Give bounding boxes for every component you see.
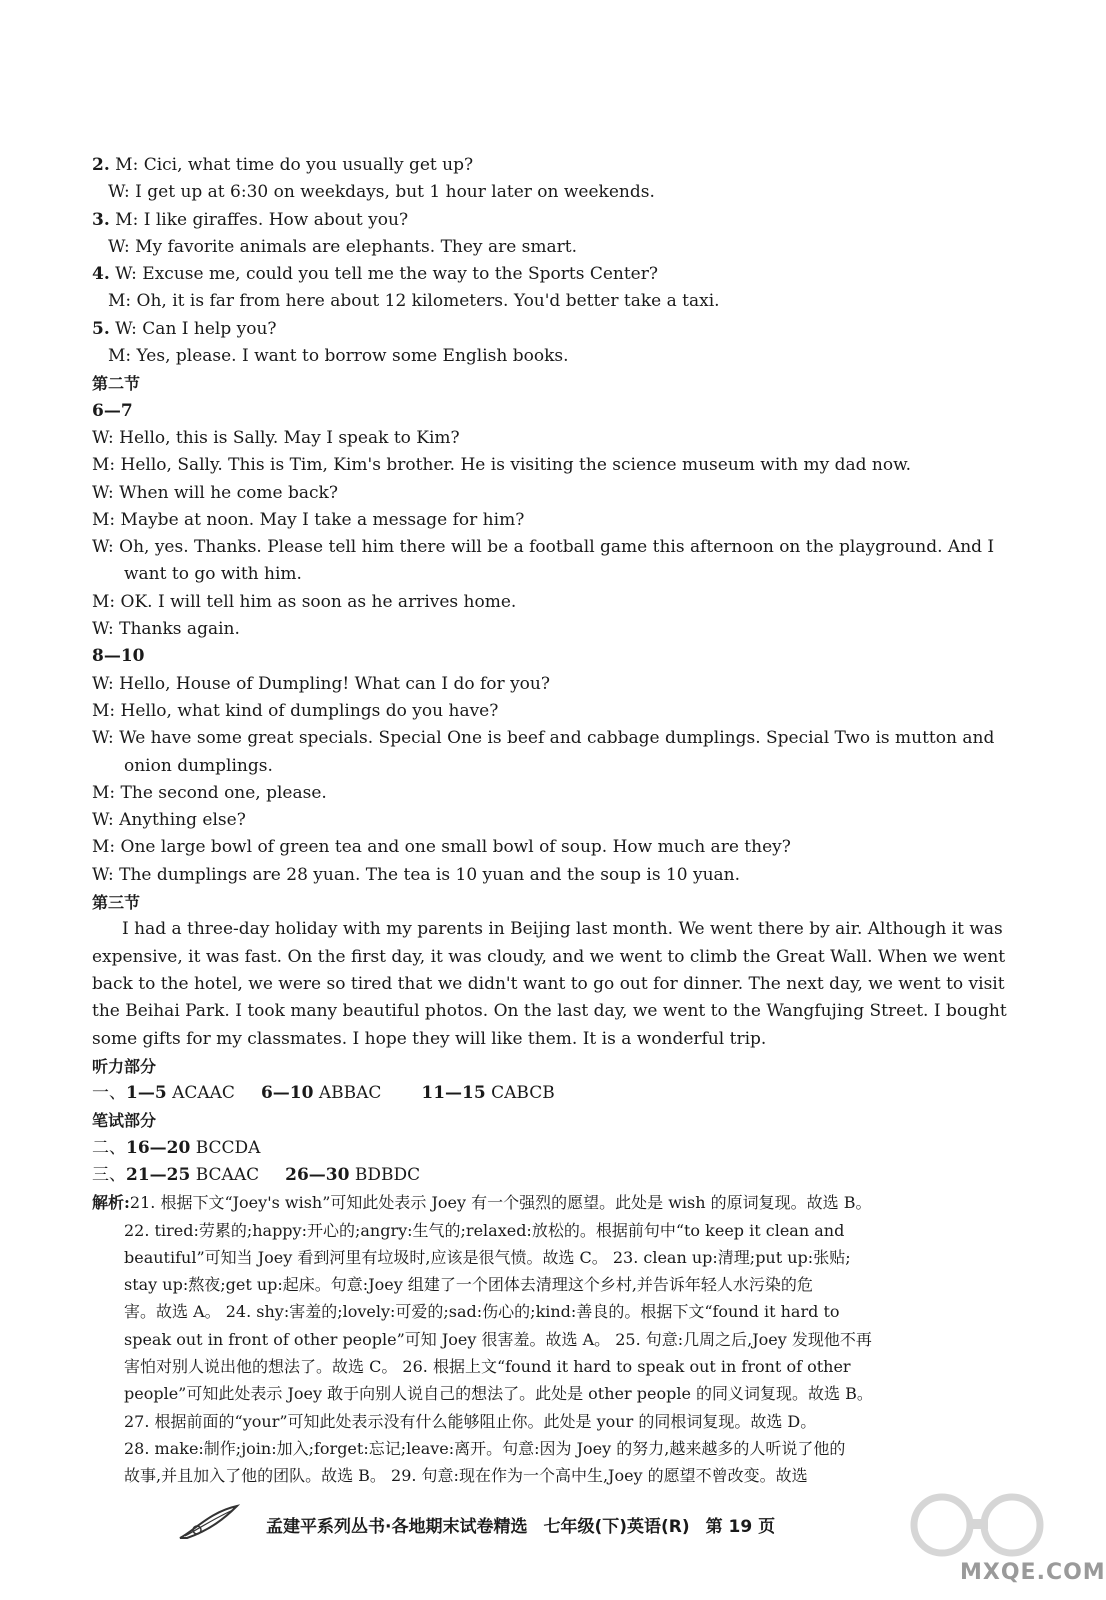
answers-1-prefix: 一、 [92, 1083, 126, 1104]
answers-1-group-3: CABCB [491, 1083, 555, 1104]
section-2-label: 第二节 [92, 374, 141, 394]
explanation-text: 22. tired:劳累的;happy:开心的;angry:生气的;relaxed:放松的。根据前句中“to keep it clean and [124, 1220, 845, 1240]
dialog-line: W: The dumplings are 28 yuan. The tea is 10 yuan and the soup is 10 yuan. [92, 864, 741, 885]
passage [92, 916, 1007, 1052]
speaker: W: [108, 182, 130, 203]
explanation-line [92, 1217, 982, 1244]
dialog-line: M: Maybe at noon. May I take a message for him? [92, 509, 525, 530]
dialog-line: M: Hello, Sally. This is Tim, Kim's brother. He is visiting the science museum with my dad now. [92, 455, 912, 476]
section-3-label: 第三节 [92, 893, 141, 913]
dialog-line: M: One large bowl of green tea and one small bowl of soup. How much are they? [92, 837, 791, 858]
answers-3-prefix: 三、 [92, 1164, 126, 1185]
script-text: Can I help you? [142, 318, 277, 339]
explanation-line [92, 1189, 982, 1216]
explanation-text: 27. 根据前面的“your”可知此处表示没有什么能够阻止你。此处是 your 的同根词复现。故选 D。 [124, 1411, 817, 1431]
dialog-line: W: We have some great specials. Special One is beef and cabbage dumplings. Special Two is mutton and [92, 728, 995, 749]
answers-1-group-2: ABBAC [318, 1083, 382, 1104]
footer-series: 孟建平系列丛书·各地期末试卷精选 [266, 1517, 528, 1537]
dialog-line: M: Hello, what kind of dumplings do you have? [92, 700, 499, 721]
answers-2-range-1: 16—20 [126, 1137, 191, 1158]
listening-part-label: 听力部分 [92, 1056, 157, 1076]
explanation-block [92, 1189, 982, 1489]
question-number: 4. [92, 264, 110, 285]
passage-line: back to the hotel, we were so tired that we didn't want to go out for dinner. The next day, we went to visit [92, 973, 1005, 994]
speaker: M: [108, 346, 132, 367]
page-content [92, 152, 1007, 1490]
dialog-line: W: Thanks again. [92, 619, 240, 640]
script-line [92, 343, 982, 370]
dialog-1 [92, 425, 995, 643]
explanation-line [92, 1353, 982, 1380]
dialog-line: M: The second one, please. [92, 782, 327, 803]
dialog-line: onion dumplings. [124, 755, 273, 776]
answers-3-group-2: BDBDC [354, 1164, 421, 1185]
question-number: 3. [92, 209, 110, 230]
passage-line: the Beihai Park. I took many beautiful photos. On the last day, we went to the Wangfujing Street. I bought [92, 1001, 1007, 1022]
answers-1-group-1: ACAAC [172, 1083, 235, 1104]
footer-grade: 七年级(下)英语(R) [543, 1517, 690, 1537]
question-number: 2. [92, 155, 110, 175]
answers-3-group-1: BCAAC [195, 1164, 260, 1185]
watermark-text: MXQE.COM [960, 1560, 1106, 1585]
explanation-text: stay up:熬夜;get up:起床。句意:Joey 组建了一个团体去清理这个乡村,并告诉年轻人水污染的危 [124, 1275, 813, 1295]
dialog-line: W: Anything else? [92, 810, 246, 831]
script-text: Yes, please. I want to borrow some English books. [136, 346, 569, 367]
explanation-text: 21. 根据下文“Joey's wish”可知此处表示 Joey 有一个强烈的愿望。此处是 wish 的原词复现。故选 B。 [129, 1193, 872, 1213]
explanation-line [92, 1462, 982, 1489]
explanation-text: beautiful”可知当 Joey 看到河里有垃圾时,应该是很气愤。故选 C。 23. clean up:清理;put up:张贴; [124, 1247, 851, 1267]
script-text: I like giraffes. How about you? [143, 209, 409, 230]
script-line [92, 288, 982, 315]
speaker: W: [115, 318, 137, 339]
script-text: Excuse me, could you tell me the way to the Sports Center? [142, 264, 658, 285]
speaker: W: [108, 236, 130, 257]
answers-2-group-1: BCCDA [195, 1137, 261, 1158]
explanation-line [92, 1244, 982, 1271]
script-line [92, 316, 982, 343]
script-line [92, 179, 982, 206]
dialog-2-label: 8—10 [92, 646, 145, 667]
explanation-text: 害怕对别人说出他的想法了。故选 C。 26. 根据上文“found it hard to speak out in front of other [124, 1357, 851, 1377]
speaker: M: [115, 209, 139, 230]
explanation-label: 解析: [92, 1193, 130, 1213]
answers-3-range-2: 26—30 [285, 1164, 350, 1185]
question-number: 5. [92, 318, 110, 339]
dialog-line: W: Hello, House of Dumpling! What can I do for you? [92, 673, 550, 694]
answers-2-prefix: 二、 [92, 1137, 126, 1158]
dialog-1-label: 6—7 [92, 400, 133, 421]
explanation-line [92, 1408, 982, 1435]
answers-1-range-2: 6—10 [260, 1083, 314, 1104]
passage-line: expensive, it was fast. On the first day, it was cloudy, and we went to climb the Great Wall. When we went [92, 946, 1006, 967]
explanation-line [92, 1298, 982, 1325]
script-line [92, 207, 982, 234]
script-text: My favorite animals are elephants. They are smart. [135, 236, 578, 257]
speaker: M: [115, 155, 139, 175]
dialog-line: want to go with him. [124, 564, 302, 585]
passage-line: some gifts for my classmates. I hope they will like them. It is a wonderful trip. [92, 1028, 767, 1049]
written-part-label: 笔试部分 [92, 1111, 157, 1131]
script-line [92, 152, 982, 179]
script-line [92, 234, 982, 261]
answers-3-range-1: 21—25 [126, 1164, 191, 1185]
dialog-line: W: When will he come back? [92, 482, 338, 503]
dialog-2 [92, 671, 995, 889]
explanation-line [92, 1435, 982, 1462]
script-text: Cici, what time do you usually get up? [143, 155, 474, 175]
footer-page-number: 第 19 页 [705, 1517, 776, 1537]
answers-section-2 [92, 1135, 982, 1162]
answers-section-1 [92, 1080, 982, 1107]
explanation-line [92, 1380, 982, 1407]
speaker: W: [115, 264, 137, 285]
script-text: Oh, it is far from here about 12 kilometers. You'd better take a taxi. [136, 291, 720, 312]
script-text: I get up at 6:30 on weekdays, but 1 hour later on weekends. [135, 182, 655, 203]
explanation-line [92, 1326, 982, 1353]
listening-scripts [92, 152, 982, 370]
passage-line: I had a three-day holiday with my parents in Beijing last month. We went there by air. Although it was [122, 919, 1003, 940]
explanation-text: speak out in front of other people”可知 Joey 很害羞。故选 A。 25. 句意:几周之后,Joey 发现他不再 [124, 1329, 872, 1349]
page-footer [160, 1512, 890, 1537]
speaker: M: [108, 291, 132, 312]
explanation-line [92, 1271, 982, 1298]
answers-1-range-3: 11—15 [421, 1083, 486, 1104]
dialog-line: W: Hello, this is Sally. May I speak to Kim? [92, 427, 460, 448]
explanation-text: people”可知此处表示 Joey 敢于向别人说自己的想法了。此处是 other people 的同义词复现。故选 B。 [124, 1384, 873, 1404]
explanation-text: 28. make:制作;join:加入;forget:忘记;leave:离开。句意:因为 Joey 的努力,越来越多的人听说了他的 [124, 1438, 846, 1458]
answers-section-3 [92, 1162, 982, 1189]
dialog-line: M: OK. I will tell him as soon as he arrives home. [92, 591, 517, 612]
explanation-text: 害。故选 A。 24. shy:害羞的;lovely:可爱的;sad:伤心的;kind:善良的。根据下文“found it hard to [124, 1302, 840, 1322]
explanation-text: 故事,并且加入了他的团队。故选 B。 29. 句意:现在作为一个高中生,Joey 的愿望不曾改变。故选 [124, 1466, 808, 1486]
script-line [92, 261, 982, 288]
dialog-line: W: Oh, yes. Thanks. Please tell him there will be a football game this afternoon on the playground. And I [92, 537, 995, 558]
answers-1-range-1: 1—5 [126, 1083, 167, 1104]
